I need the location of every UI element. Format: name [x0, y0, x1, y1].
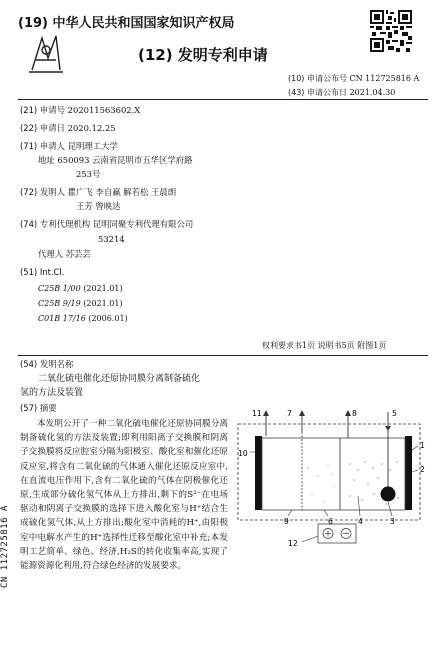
- title-label: (54) 发明名称: [20, 359, 74, 369]
- label-3: 3: [390, 517, 395, 526]
- office-name: (19) 中华人民共和国国家知识产权局: [18, 16, 235, 31]
- leader-12: [302, 536, 318, 542]
- ipc-code: C01B 17/16: [38, 314, 86, 323]
- inventors: [20, 186, 176, 198]
- int-cl-label: [20, 266, 64, 278]
- pub-number-value: CN 112725816 A: [349, 74, 420, 83]
- ipc-row: [38, 298, 123, 310]
- ipc-row: [38, 283, 123, 295]
- label-2: 2: [420, 465, 425, 474]
- applicant: [20, 140, 118, 152]
- inventor-line-2: 王芳 曾映达: [76, 201, 121, 211]
- inventor-line-1: 瞿广飞 李自赢 解若松 王晨朗: [67, 187, 177, 197]
- agency-label: (74) 专利代理机构: [20, 219, 91, 229]
- patent-type: (12) 发明专利申请: [138, 46, 268, 64]
- ipc-date: (2021.01): [83, 299, 123, 308]
- leader-9: [288, 510, 292, 516]
- address: [38, 154, 193, 166]
- label-6: 6: [328, 517, 333, 526]
- label-9: 9: [284, 517, 289, 526]
- agent-value: 苏芸芸: [65, 249, 91, 259]
- app-date-label: (22) 申请日: [20, 123, 65, 133]
- address-line-1: 650093 云南省昆明市五华区学府路: [57, 155, 193, 165]
- publication-number: [288, 73, 419, 84]
- address-line-2: 253号: [76, 169, 101, 179]
- cnipa-emblem-icon: [26, 30, 66, 75]
- app-no-value: 202011563602.X: [67, 105, 141, 115]
- invention-title-label: [20, 358, 73, 370]
- apparatus-diagram: [232, 398, 442, 558]
- applicant-value: 昆明理工大学: [67, 141, 118, 151]
- header-divider: [18, 99, 428, 100]
- label-5: 5: [392, 409, 397, 418]
- abstract-text: 本发明公开了一种二氧化硫电催化还原协同膜分离制备硫化氢的方法及装置;即利用阳离子交换膜和阴离子交换膜将反应腔室分隔为阳极室、酸化室和催化还原反应室,将含有二氧化硫的气体通入催化还原反应室中,在直流电压作用下,含有二氧化硫的气体在阴极催化还原,生成部分硫化氢气体从上方排出,剩下的S²⁻在电场驱动和阴离子交换膜的选择下进入酸化室与H⁺结合生成硫化氢气体,从上方排出;酸化室中消耗的H⁺,由阳极室中电解水产生的H⁺选择性迁移至酸化室中补充;本发明工艺简单、绿色、经济,H₂S的转化收集率高,实现了能源资源化利用,符合绿色经济的发展要求。: [20, 419, 228, 572]
- ipc-date: (2021.01): [83, 284, 123, 293]
- anode-plate: [255, 436, 262, 510]
- agency-code: 53214: [98, 234, 125, 244]
- ipc-code: C25B 1/00: [38, 284, 81, 293]
- intcl-heading: (51) Int.Cl.: [20, 267, 65, 277]
- invention-title-line-1: 二氧化硫电催化还原协同膜分离制备硫化: [38, 374, 201, 384]
- label-4: 4: [358, 517, 363, 526]
- leader-1: [412, 446, 418, 450]
- page-counts: 权利要求书1页 说明书5页 附图1页: [262, 341, 387, 350]
- app-no-label: (21) 申请号: [20, 105, 65, 115]
- leader-6: [324, 510, 328, 516]
- label-7: 7: [287, 409, 292, 418]
- label-10: 10: [238, 449, 248, 458]
- applicant-label: (71) 申请人: [20, 141, 65, 151]
- pub-date-label: (43) 申请公布日: [288, 88, 347, 97]
- gas-distributor: [381, 487, 396, 502]
- address-label: 地址: [38, 155, 55, 165]
- pub-number-label: (10) 申请公布号: [288, 74, 347, 83]
- app-date-value: 2020.12.25: [67, 123, 116, 133]
- label-11: 11: [252, 409, 262, 418]
- ipc-date: (2006.01): [88, 314, 128, 323]
- label-8: 8: [352, 409, 357, 418]
- invention-title-line-2: 氢的方法及装置: [20, 388, 84, 398]
- application-number: [20, 104, 140, 116]
- pages-divider: [18, 355, 428, 356]
- label-12: 12: [288, 539, 298, 548]
- power-supply: [318, 524, 356, 543]
- patent-agency: [20, 218, 193, 230]
- ipc-row: [38, 313, 128, 325]
- pub-date-value: 2021.04.30: [349, 88, 396, 97]
- leader-4: [358, 496, 360, 516]
- sidebar-publication-number: CN 112725816 A: [0, 505, 10, 589]
- cathode-outlet-arrow: [345, 410, 351, 416]
- ipc-code: C25B 9/19: [38, 299, 81, 308]
- publication-date: [288, 87, 395, 98]
- agent-label: 代理人: [38, 249, 64, 259]
- gas-inlet-arrow: [385, 426, 391, 431]
- application-date: [20, 122, 116, 134]
- agent: [38, 248, 91, 260]
- acid-electrolyte: [307, 465, 334, 502]
- qr-code-icon: [370, 10, 412, 52]
- anode-outlet-arrow: [263, 410, 269, 416]
- inventor-label: (72) 发明人: [20, 187, 65, 197]
- leader-2: [412, 470, 418, 472]
- agency-line-1: 昆明同聚专利代理有限公司: [92, 219, 194, 229]
- abstract-heading: (57) 摘要: [20, 403, 57, 413]
- leader-3: [388, 502, 392, 516]
- cathode-plate: [405, 436, 412, 510]
- acid-outlet-arrow: [299, 410, 305, 416]
- abstract-label: [20, 402, 57, 414]
- label-1: 1: [420, 441, 425, 450]
